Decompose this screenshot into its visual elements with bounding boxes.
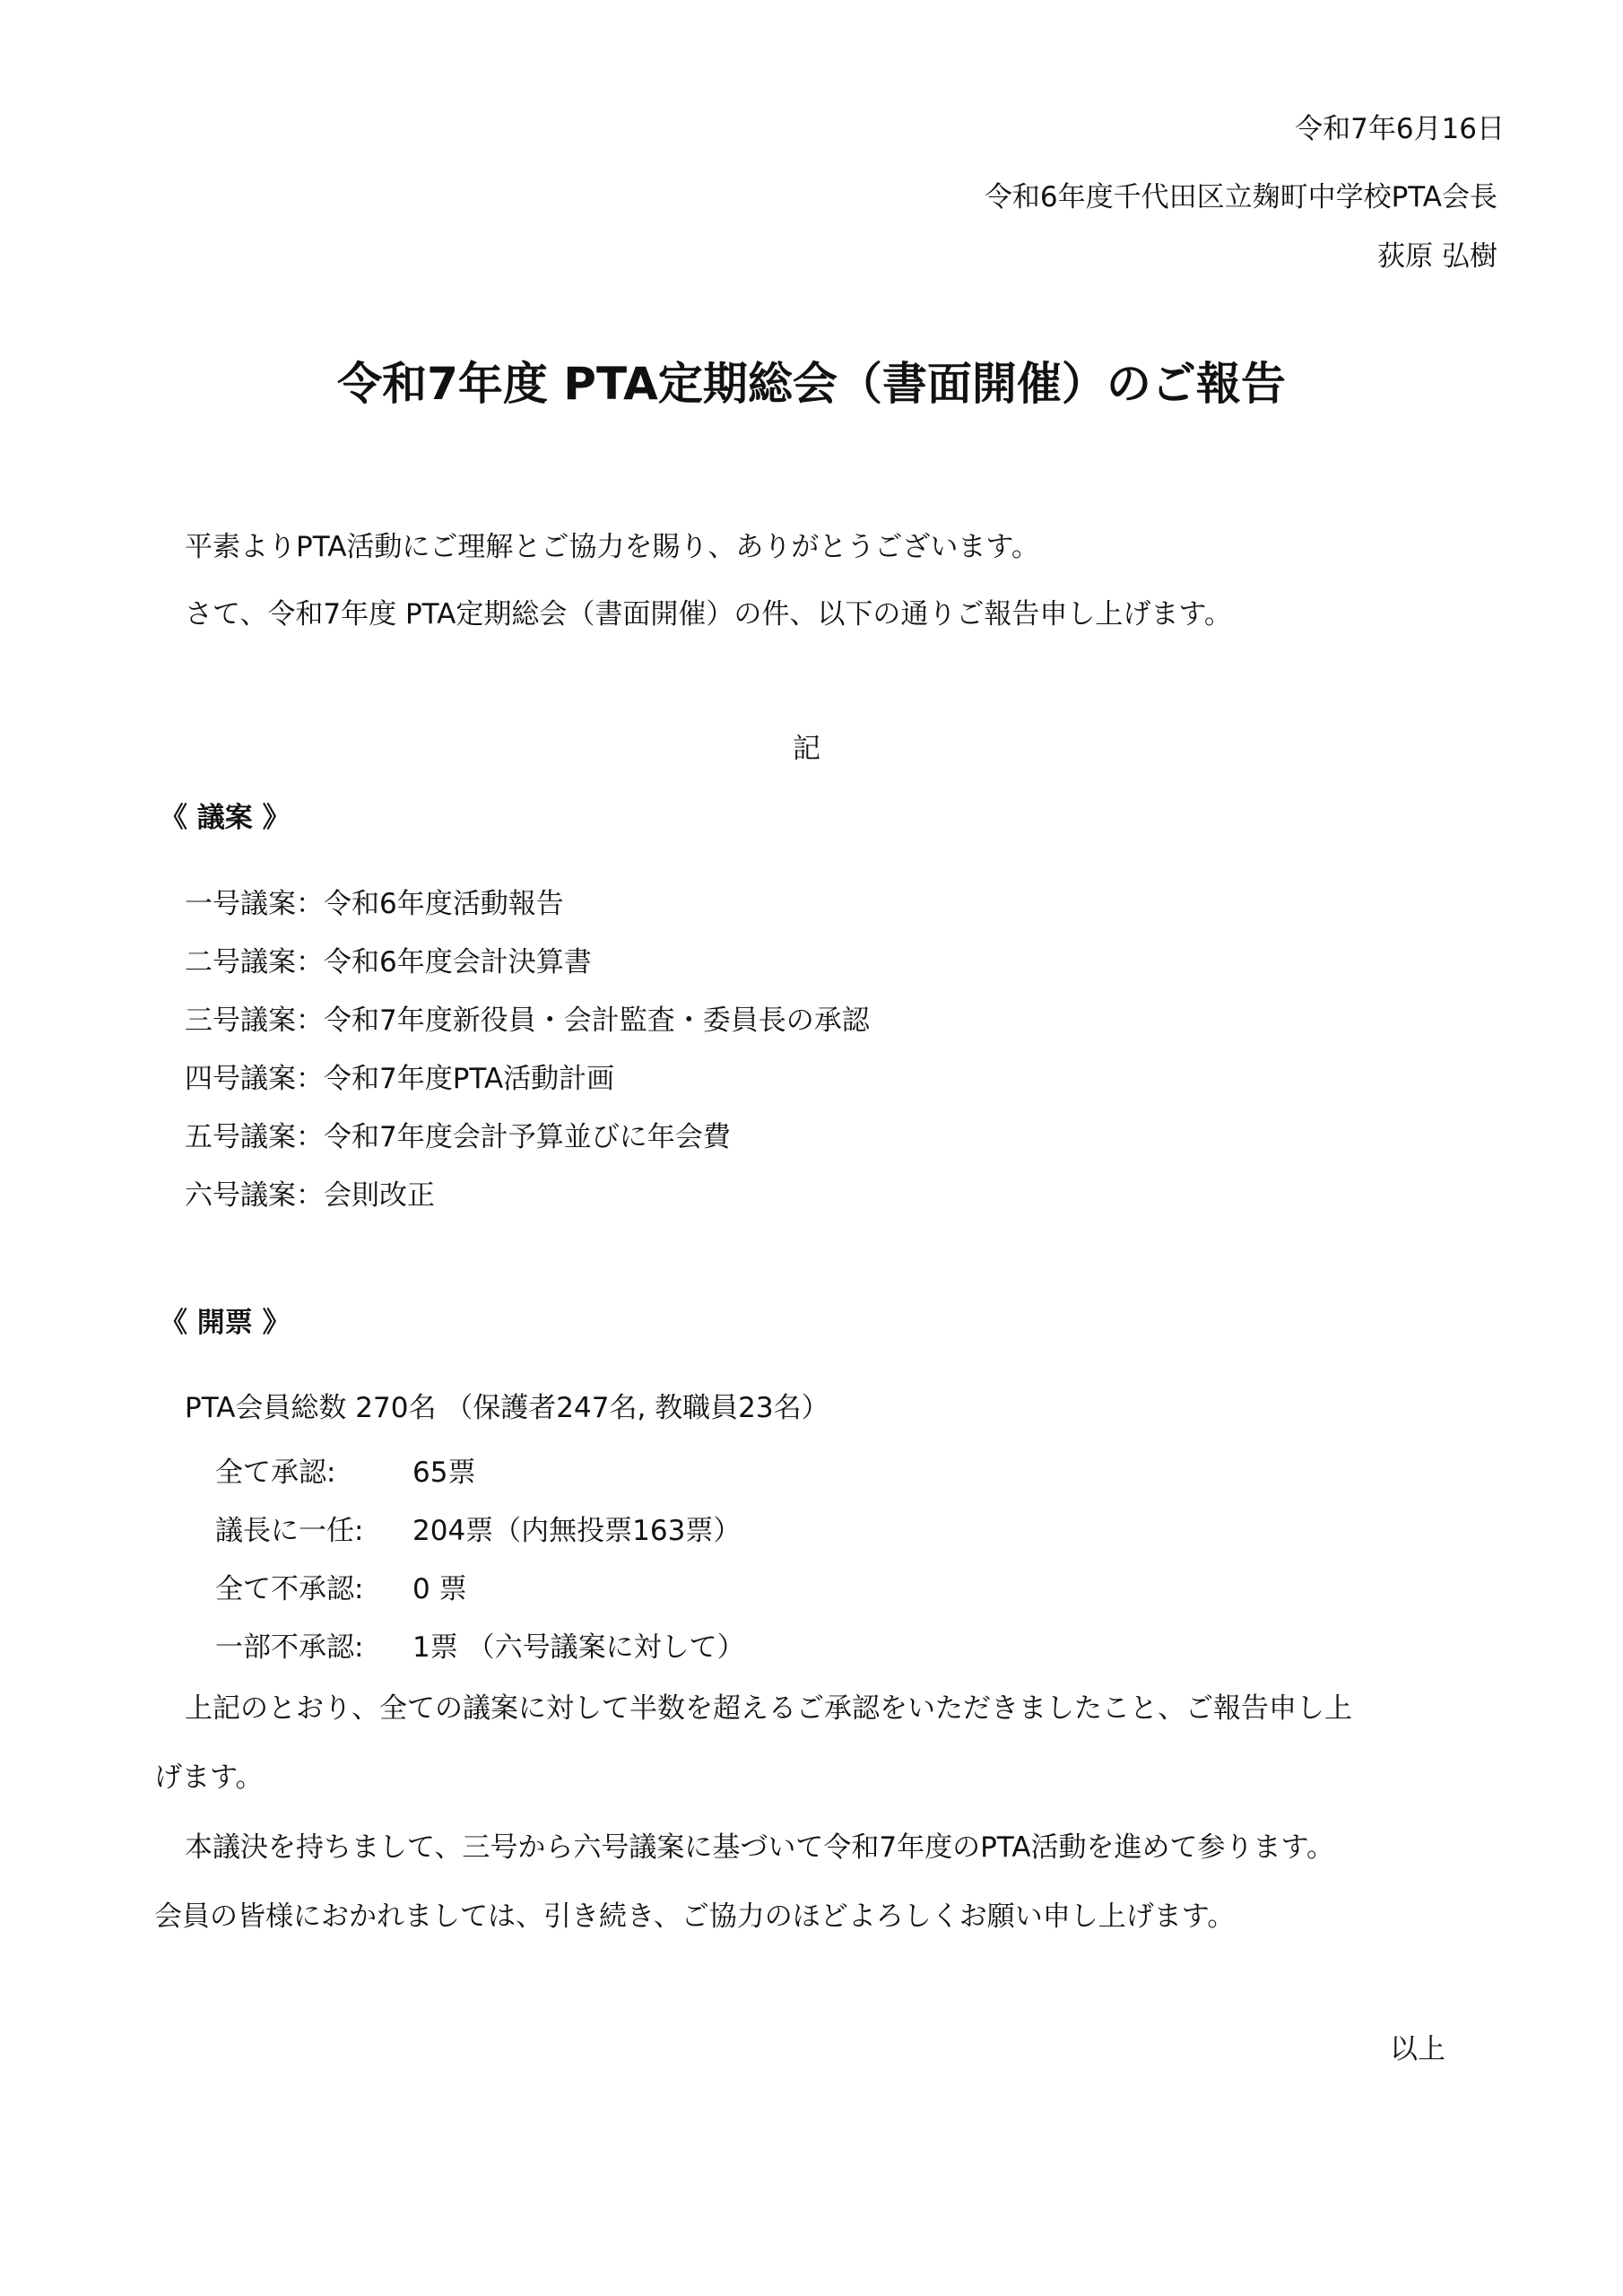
votes-heading: 《 開票 》 [160, 1307, 291, 1339]
closing-line-1: 上記のとおり、全ての議案に対して半数を超えるご承認をいただきましたこと、ご報告申し上 [185, 1692, 1352, 1725]
document-title: 令和7年度 PTA定期総会（書面開催）のご報告 [337, 358, 1286, 410]
votes-summary: PTA会員総数 270名 （保護者247名, 教職員23名） [185, 1392, 829, 1424]
ki-mark: 記 [793, 733, 820, 765]
vote-value: 204票（内無投票163票） [412, 1515, 742, 1547]
vote-value: 65票 [412, 1457, 476, 1489]
vote-label: 議長に一任: [215, 1515, 364, 1547]
agenda-item: 二号議案：令和6年度会計決算書 [185, 946, 592, 978]
vote-label: 一部不承認: [215, 1631, 364, 1664]
closing-line-3: 本議決を持ちまして、三号から六号議案に基づいて令和7年度のPTA活動を進めて参ります。 [185, 1831, 1335, 1864]
vote-value: 1票 （六号議案に対して） [412, 1631, 745, 1664]
intro-line-1: 平素よりPTA活動にご理解とご協力を賜り、ありがとうございます。 [185, 531, 1039, 563]
vote-label: 全て不承認: [215, 1573, 364, 1605]
sender-organization: 令和6年度千代田区立麹町中学校PTA会長 [984, 181, 1497, 213]
sender-name: 荻原 弘樹 [1377, 240, 1497, 273]
agenda-item: 四号議案：令和7年度PTA活動計画 [185, 1063, 615, 1095]
agenda-item: 一号議案：令和6年度活動報告 [185, 888, 564, 920]
intro-line-2: さて、令和7年度 PTA定期総会（書面開催）の件、以下の通りご報告申し上げます。 [185, 598, 1232, 631]
closing-line-2: げます。 [154, 1761, 264, 1794]
document-date: 令和7年6月16日 [1295, 113, 1505, 145]
agenda-item: 六号議案：会則改正 [185, 1179, 435, 1212]
agenda-item: 三号議案：令和7年度新役員・会計監査・委員長の承認 [185, 1004, 870, 1037]
agenda-heading: 《 議案 》 [160, 802, 291, 834]
end-mark: 以上 [1390, 2033, 1445, 2066]
vote-value: 0 票 [412, 1573, 467, 1605]
vote-label: 全て承認: [215, 1457, 336, 1489]
agenda-item: 五号議案：令和7年度会計予算並びに年会費 [185, 1121, 731, 1153]
closing-line-4: 会員の皆様におかれましては、引き続き、ご協力のほどよろしくお願い申し上げます。 [154, 1900, 1236, 1933]
